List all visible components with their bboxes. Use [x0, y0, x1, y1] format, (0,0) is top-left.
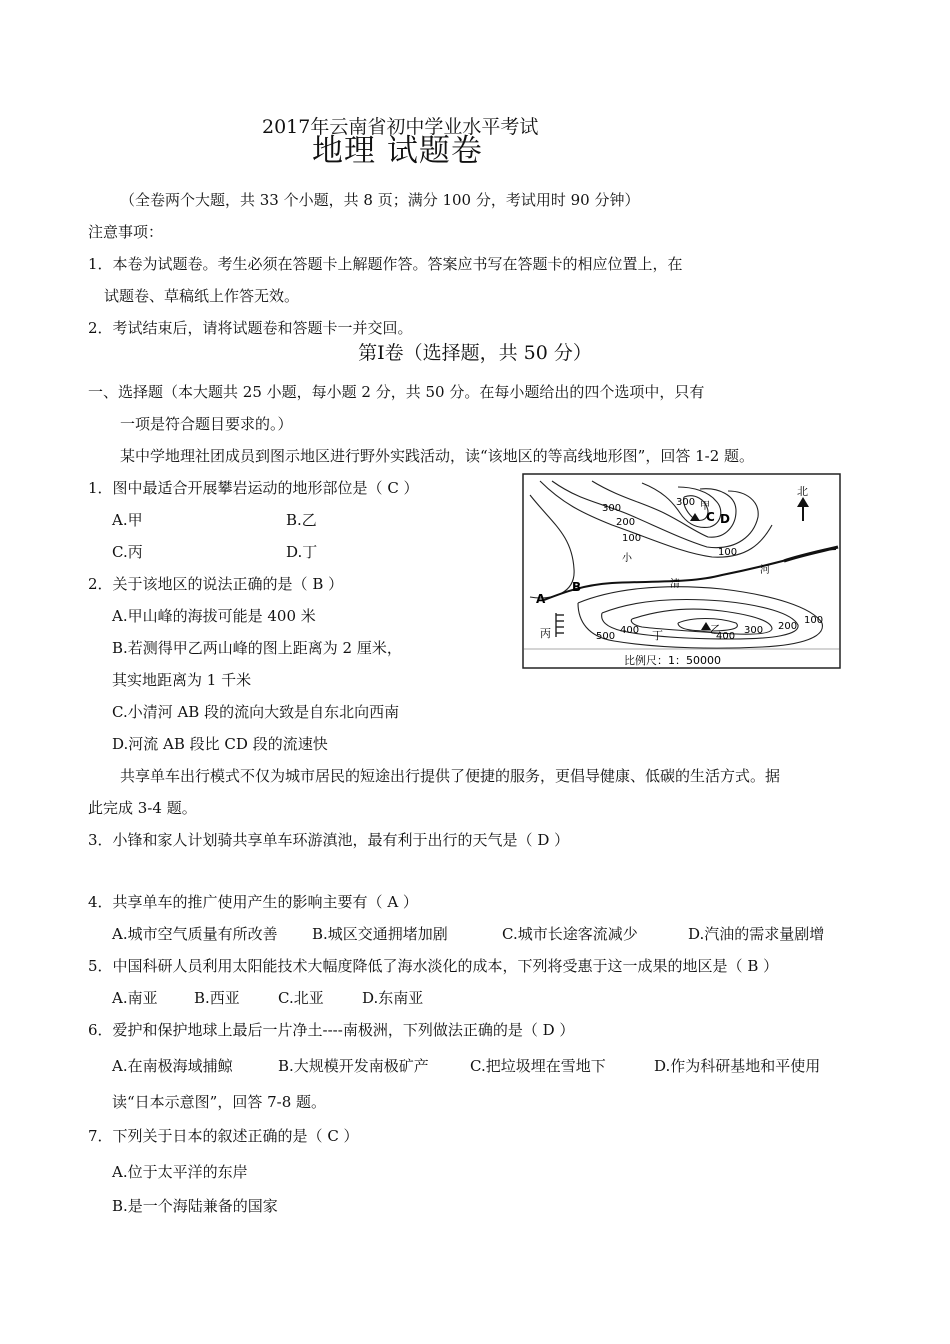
point-d-label: D — [720, 512, 730, 526]
river-label-xiao: 小 — [622, 553, 632, 564]
subject-title: 地理 试题卷 — [312, 133, 483, 169]
q5-option-a: A.南亚 — [112, 989, 158, 1007]
contour-label: 100 — [718, 547, 738, 558]
note-item-1-cont: 试题卷、草稿纸上作答无效。 — [104, 287, 300, 305]
q1-stem: 1．图中最适合开展攀岩运动的地形部位是（ C ） — [88, 479, 419, 497]
q5-option-d: D.东南亚 — [362, 989, 424, 1007]
q6-stem: 6．爱护和保护地球上最后一片净土----南极洲，下列做法正确的是（ D ） — [88, 1021, 575, 1039]
q2-stem: 2．关于该地区的说法正确的是（ B ） — [88, 575, 344, 593]
section-instructions: 一、选择题（本大题共 25 小题，每小题 2 分，共 50 分。在每小题给出的四个选项中，只有 — [88, 383, 705, 401]
north-label: 北 — [797, 485, 808, 498]
map-scale: 比例尺：1：50000 — [624, 654, 721, 667]
contour-label: 400 — [716, 631, 736, 642]
exam-title: 2017年云南省初中学业水平考试 — [262, 116, 539, 138]
q7-stem: 7．下列关于日本的叙述正确的是（ C ） — [88, 1127, 359, 1145]
section-instructions-cont: 一项是符合题目要求的。） — [120, 415, 293, 433]
q1-option-c: C.丙 — [112, 543, 143, 561]
q5-stem: 5．中国科研人员利用太阳能技术大幅度降低了海水淡化的成本，下列将受惠于这一成果的地区是（ B ） — [88, 957, 779, 975]
q6-option-a: A.在南极海域捕鲸 — [112, 1057, 233, 1075]
point-b-label: B — [572, 580, 582, 594]
intro-1-2: 某中学地理社团成员到图示地区进行野外实践活动，读“该地区的等高线地形图”，回答 1-2 题。 — [120, 447, 755, 465]
contour-label: 400 — [620, 625, 640, 636]
point-c-label: C — [706, 510, 715, 524]
q6-option-d: D.作为科研基地和平使用 — [654, 1057, 821, 1075]
q1-option-b: B.乙 — [286, 511, 317, 529]
notes-heading: 注意事项： — [88, 223, 164, 241]
label-ding: 丁 — [652, 629, 663, 642]
contour-label: 200 — [616, 517, 636, 528]
contour-map-drawing — [522, 473, 841, 669]
intro-7-8: 读“日本示意图”，回答 7-8 题。 — [112, 1093, 327, 1111]
note-item-1: 1．本卷为试题卷。考生必须在答题卡上解题作答。答案应书写在答题卡的相应位置上，在 — [88, 255, 683, 273]
contour-label: 300 — [602, 503, 622, 514]
contour-map — [522, 473, 841, 669]
q7-option-b: B.是一个海陆兼备的国家 — [112, 1197, 278, 1215]
q4-option-a: A.城市空气质量有所改善 — [112, 925, 278, 943]
intro-3-4: 共享单车出行模式不仅为城市居民的短途出行提供了便捷的服务，更倡导健康、低碳的生活方式。据 — [120, 767, 781, 785]
q4-stem: 4．共享单车的推广使用产生的影响主要有（ A ） — [88, 893, 418, 911]
contour-label: 500 — [596, 631, 616, 642]
intro-3-4-cont: 此完成 3-4 题。 — [88, 799, 197, 817]
contour-label: 100 — [622, 533, 642, 544]
q4-option-c: C.城市长途客流减少 — [502, 925, 638, 943]
section-title: 第Ⅰ卷（选择题，共 50 分） — [358, 342, 592, 364]
label-jia: 甲 — [700, 501, 710, 512]
q2-option-b-cont: 其实地距离为 1 千米 — [112, 671, 252, 689]
q7-option-a: A.位于太平洋的东岸 — [112, 1163, 248, 1181]
q2-option-d: D.河流 AB 段比 CD 段的流速快 — [112, 735, 328, 753]
q5-option-c: C.北亚 — [278, 989, 324, 1007]
q6-option-b: B.大规模开发南极矿产 — [278, 1057, 429, 1075]
point-a-label: A — [536, 592, 546, 606]
contour-label: 300 — [676, 497, 696, 508]
contour-label: 300 — [744, 625, 764, 636]
river-label-he: 河 — [760, 565, 770, 576]
label-bing: 丙 — [540, 627, 551, 640]
q6-option-c: C.把垃圾埋在雪地下 — [470, 1057, 606, 1075]
label-yi: 乙 — [710, 623, 721, 636]
q1-option-d: D.丁 — [286, 543, 318, 561]
q5-option-b: B.西亚 — [194, 989, 240, 1007]
contour-label: 200 — [778, 621, 798, 632]
q2-option-c: C.小清河 AB 段的流向大致是自东北向西南 — [112, 703, 400, 721]
q4-option-d: D.汽油的需求量剧增 — [688, 925, 825, 943]
river-label-qing: 清 — [670, 579, 680, 590]
note-item-2: 2．考试结束后，请将试题卷和答题卡一并交回。 — [88, 319, 413, 337]
q2-option-b: B.若测得甲乙两山峰的图上距离为 2 厘米， — [112, 639, 402, 657]
exam-info: （全卷两个大题，共 33 个小题，共 8 页；满分 100 分，考试用时 90 分钟） — [120, 191, 640, 209]
q4-option-b: B.城区交通拥堵加剧 — [312, 925, 448, 943]
contour-label: 100 — [804, 615, 824, 626]
q3-stem: 3．小锋和家人计划骑共享单车环游滇池，最有利于出行的天气是（ D ） — [88, 831, 570, 849]
q1-option-a: A.甲 — [112, 511, 143, 529]
q2-option-a: A.甲山峰的海拔可能是 400 米 — [112, 607, 316, 625]
